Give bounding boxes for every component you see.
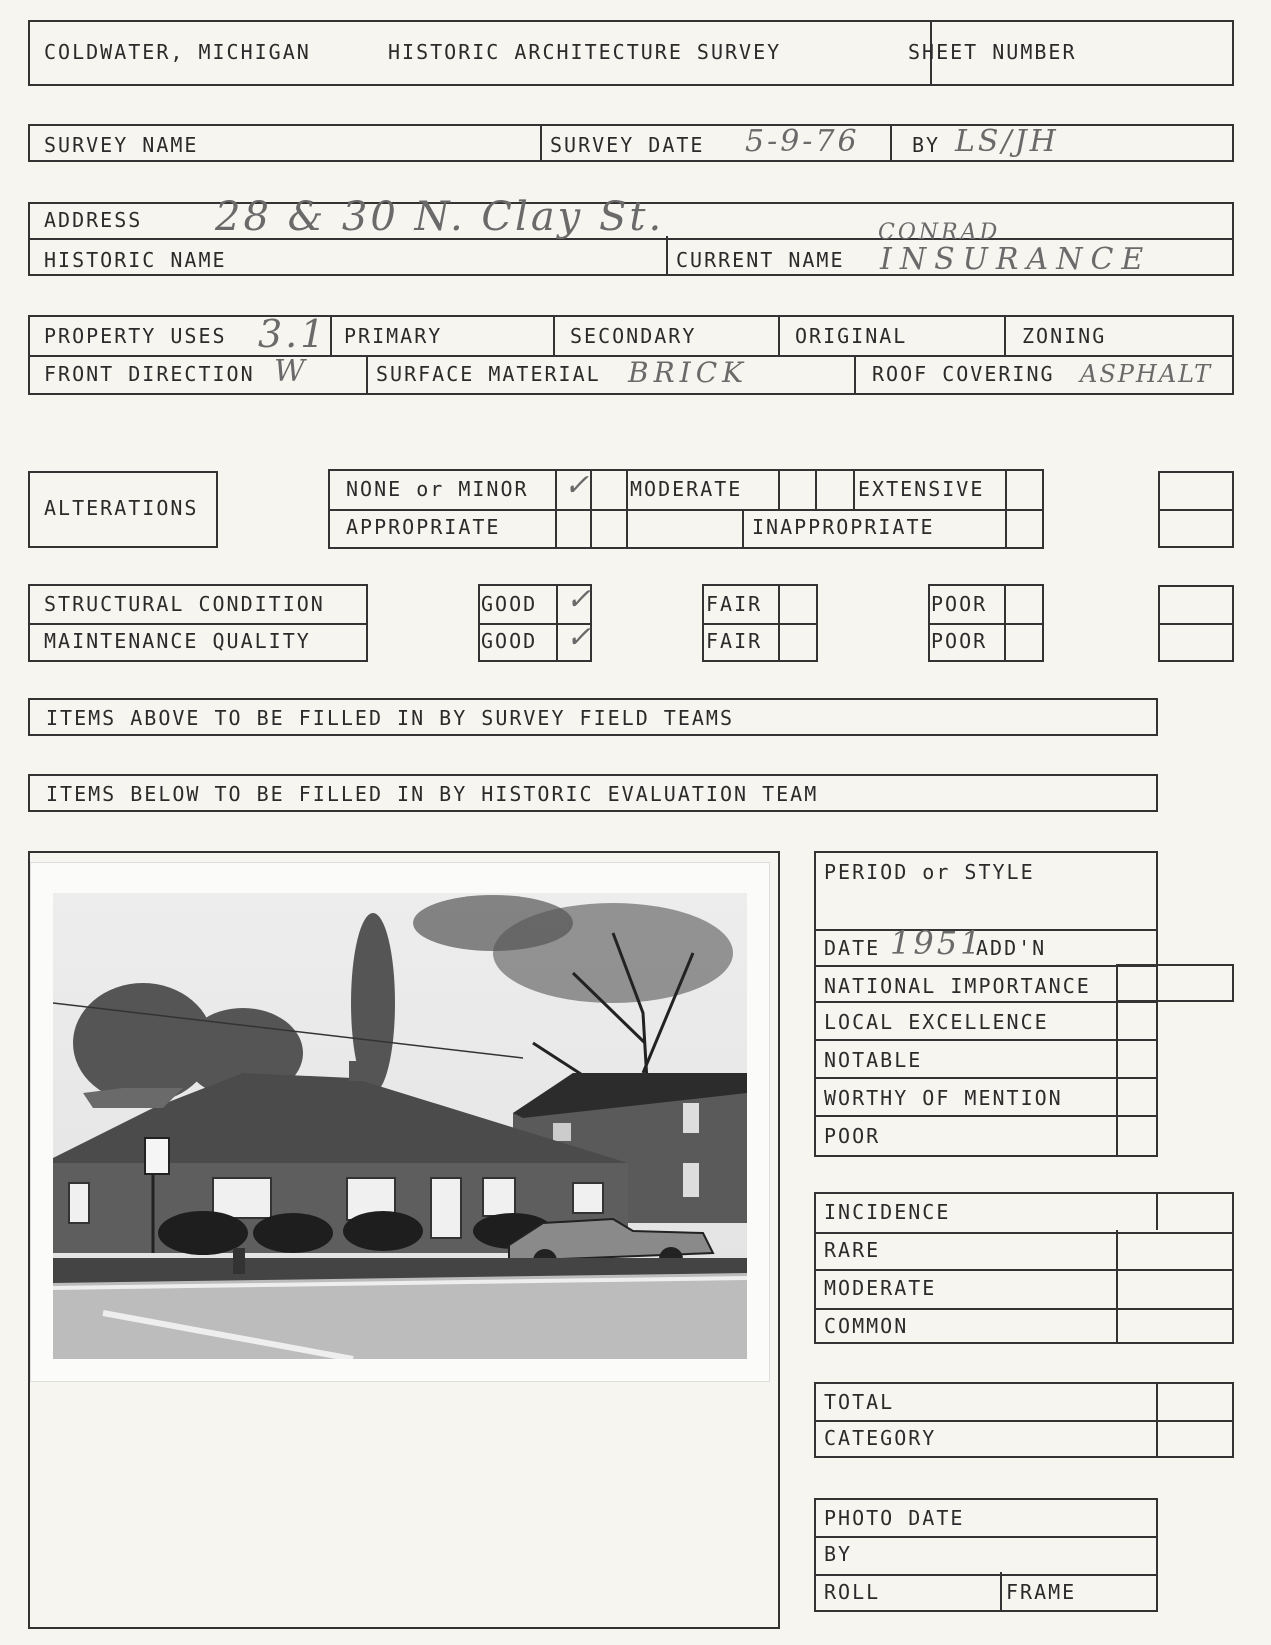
alterations-score-box xyxy=(1158,471,1234,548)
total-label: TOTAL xyxy=(824,1390,895,1414)
eval-date-label: DATE xyxy=(824,936,881,960)
name-divider xyxy=(666,236,668,276)
surface-material-value: BRICK xyxy=(628,356,749,389)
divider xyxy=(626,469,628,549)
rare-label: RARE xyxy=(824,1238,881,1262)
inappropriate-label: INAPPROPRIATE xyxy=(752,515,935,539)
period-style-label: PERIOD or STYLE xyxy=(824,860,1035,884)
divider xyxy=(854,355,856,395)
structural-fair-label: FAIR xyxy=(706,592,763,616)
secondary-label: SECONDARY xyxy=(570,324,697,348)
divider xyxy=(1116,964,1234,966)
condition-score-box xyxy=(1158,585,1234,662)
property-uses-label: PROPERTY USES xyxy=(44,324,227,348)
original-label: ORIGINAL xyxy=(795,324,908,348)
national-importance-label: NATIONAL IMPORTANCE xyxy=(824,974,1091,998)
property-uses-value: 3.1 xyxy=(258,312,328,356)
divider xyxy=(1232,964,1234,1000)
alterations-label: ALTERATIONS xyxy=(44,496,199,520)
appropriate-label: APPROPRIATE xyxy=(346,515,501,539)
current-name-label: CURRENT NAME xyxy=(676,248,845,272)
survey-name-label: SURVEY NAME xyxy=(44,133,199,157)
common-label: COMMON xyxy=(824,1314,909,1338)
photo-date-label: PHOTO DATE xyxy=(824,1506,965,1530)
current-name-line2: INSURANCE xyxy=(880,242,1152,277)
address-value: 28 & 30 N. Clay St. xyxy=(215,194,665,240)
survey-date-label: SURVEY DATE xyxy=(550,133,705,157)
photo-image xyxy=(53,893,747,1359)
front-direction-value: W xyxy=(274,354,308,389)
divider xyxy=(553,315,555,355)
inc-moderate-label: MODERATE xyxy=(824,1276,937,1300)
structural-good-label: GOOD xyxy=(481,592,538,616)
notable-label: NOTABLE xyxy=(824,1048,923,1072)
moderate-label: MODERATE xyxy=(630,477,743,501)
worthy-label: WORTHY OF MENTION xyxy=(824,1086,1063,1110)
divider xyxy=(778,469,780,509)
evaluation-box xyxy=(814,851,1158,1157)
survey-date-value: 5-9-76 xyxy=(745,124,860,159)
structural-condition-label: STRUCTURAL CONDITION xyxy=(44,592,325,616)
divider xyxy=(1116,1000,1234,1002)
incidence-label: INCIDENCE xyxy=(824,1200,951,1224)
divider xyxy=(1156,1192,1158,1230)
photo-by-label: BY xyxy=(824,1542,853,1566)
divider xyxy=(366,355,368,395)
addn-label: ADD'N xyxy=(976,936,1047,960)
by-value: LS/JH xyxy=(955,124,1059,159)
divider xyxy=(1116,1230,1118,1344)
maintenance-fair-label: FAIR xyxy=(706,629,763,653)
roll-label: ROLL xyxy=(824,1580,881,1604)
none-minor-label: NONE or MINOR xyxy=(346,477,529,501)
by-label: BY xyxy=(912,133,941,157)
eval-poor-label: POOR xyxy=(824,1124,881,1148)
zoning-label: ZONING xyxy=(1022,324,1107,348)
divider xyxy=(742,509,744,549)
divider xyxy=(1000,1572,1002,1612)
maintenance-poor-label: POOR xyxy=(931,629,988,653)
extensive-label: EXTENSIVE xyxy=(858,477,985,501)
below-note: ITEMS BELOW TO BE FILLED IN BY HISTORIC EVALUATION TEAM xyxy=(46,782,819,806)
current-name-line1: CONRAD xyxy=(878,220,1001,245)
maintenance-quality-label: MAINTENANCE QUALITY xyxy=(44,629,311,653)
sheet-number-label: SHEET NUMBER xyxy=(908,40,1077,64)
city-label: COLDWATER, MICHIGAN xyxy=(44,40,311,64)
divider xyxy=(1116,964,1118,1157)
above-note: ITEMS ABOVE TO BE FILLED IN BY SURVEY FIELD TEAMS xyxy=(46,706,735,730)
form-title: HISTORIC ARCHITECTURE SURVEY xyxy=(388,40,782,64)
eval-date-value: 1951 xyxy=(890,924,984,962)
frame-label: FRAME xyxy=(1006,1580,1077,1604)
divider xyxy=(853,469,855,509)
historic-name-label: HISTORIC NAME xyxy=(44,248,227,272)
roof-covering-label: ROOF COVERING xyxy=(872,362,1055,386)
roof-covering-value: ASPHALT xyxy=(1080,360,1213,388)
divider xyxy=(1004,315,1006,355)
divider xyxy=(778,315,780,355)
divider xyxy=(555,469,557,549)
maintenance-good-label: GOOD xyxy=(481,629,538,653)
surface-material-label: SURFACE MATERIAL xyxy=(376,362,601,386)
front-direction-label: FRONT DIRECTION xyxy=(44,362,255,386)
divider xyxy=(1005,469,1007,549)
structural-good-check: ✓ xyxy=(566,582,595,617)
maintenance-good-check: ✓ xyxy=(566,620,595,655)
category-label: CATEGORY xyxy=(824,1426,937,1450)
primary-label: PRIMARY xyxy=(344,324,443,348)
building-photo xyxy=(30,862,770,1382)
divider xyxy=(330,315,332,355)
divider xyxy=(815,469,817,509)
none-minor-check: ✓ xyxy=(564,468,593,503)
structural-poor-label: POOR xyxy=(931,592,988,616)
local-excellence-label: LOCAL EXCELLENCE xyxy=(824,1010,1049,1034)
address-label: ADDRESS xyxy=(44,208,143,232)
